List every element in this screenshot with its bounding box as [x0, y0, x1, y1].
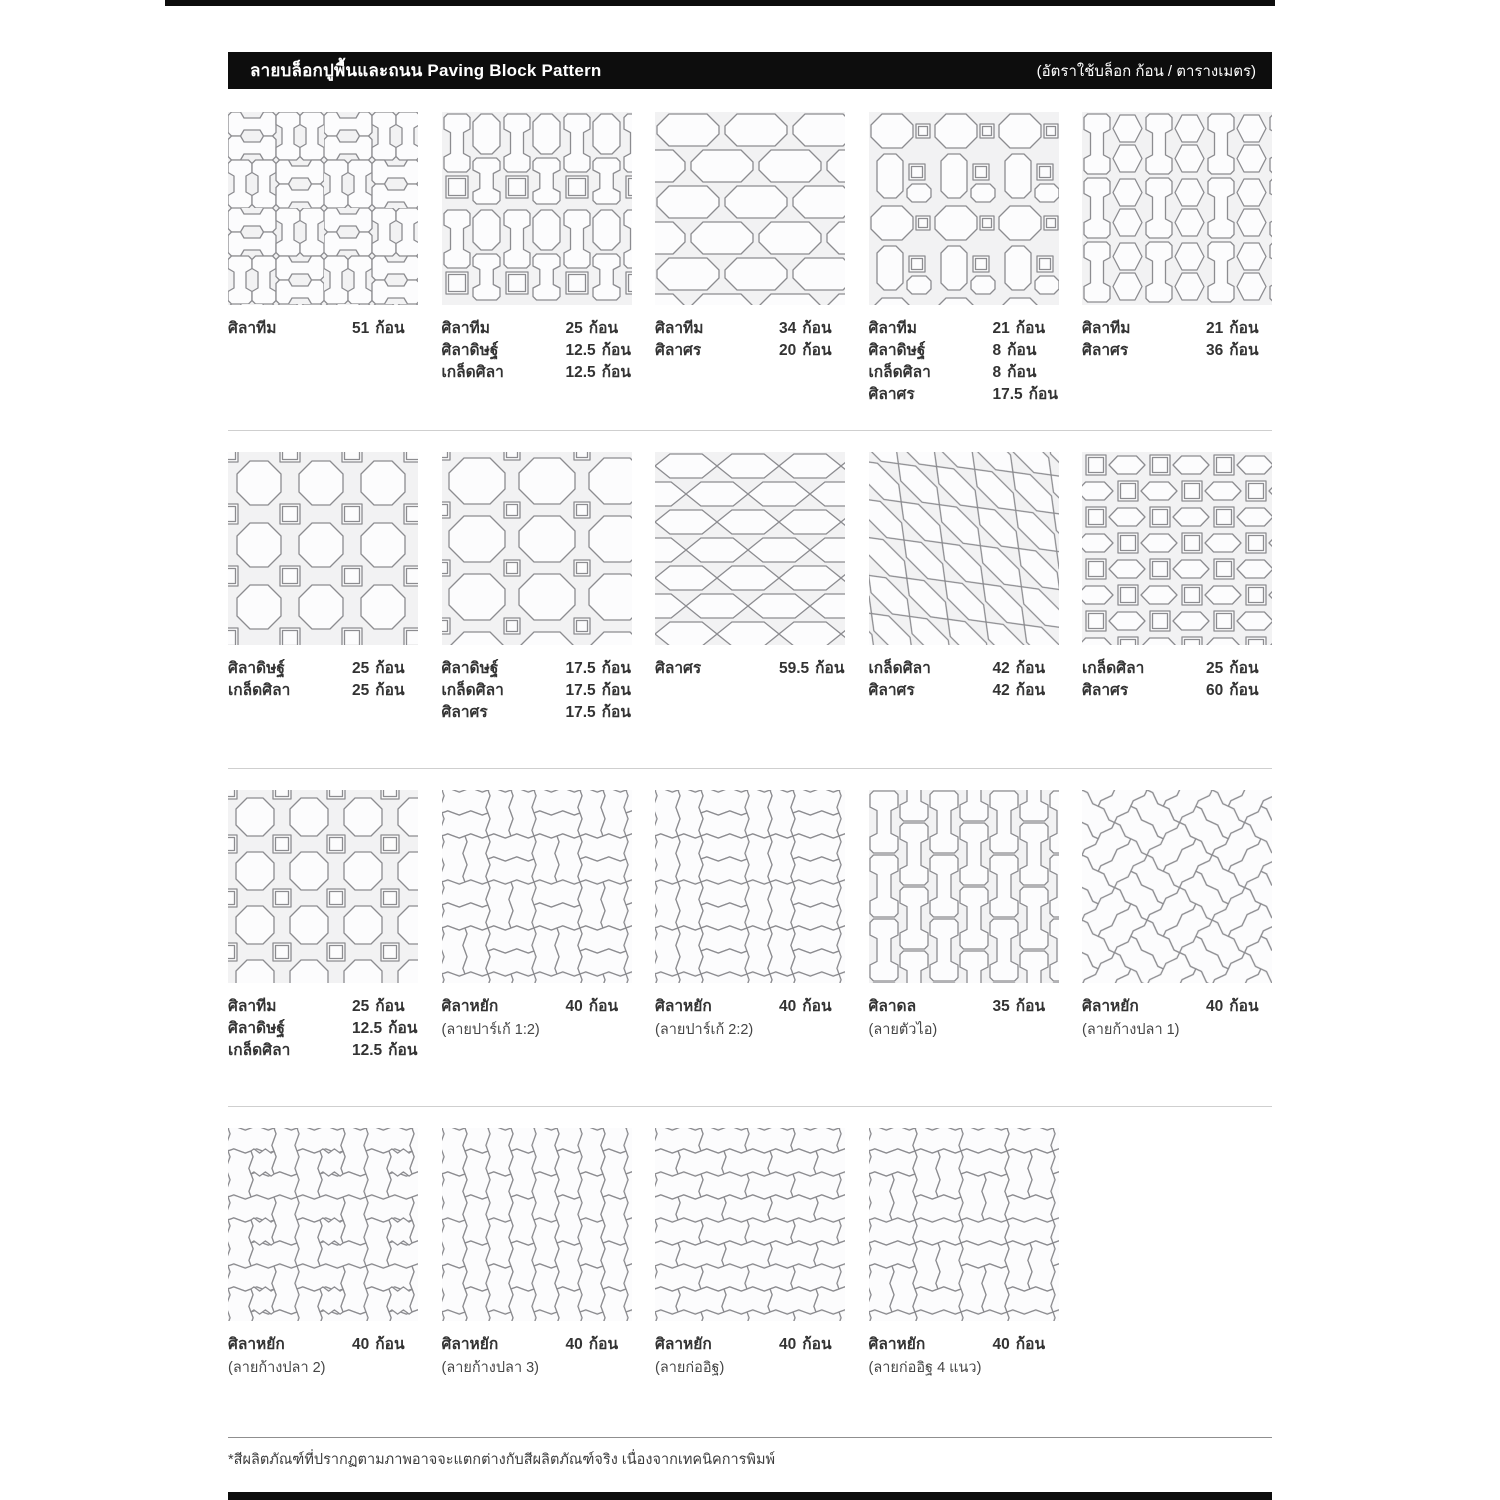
qty-value: 36 [1206, 342, 1224, 359]
qty-unit: ก้อน [815, 660, 845, 677]
qty-unit: ก้อน [1229, 998, 1259, 1015]
qty-unit: ก้อน [388, 1020, 418, 1037]
block-name: ศิลาศร [655, 342, 702, 359]
block-name: เกล็ดศิลา [441, 682, 504, 699]
block-name: ศิลาหยัก [441, 1336, 499, 1353]
catalog-item [655, 452, 845, 724]
pattern-art-i-block-columns [869, 790, 1059, 983]
block-usage-row [655, 340, 845, 362]
pattern-row [228, 452, 1278, 724]
qty-value: 34 [779, 320, 797, 337]
qty-value: 8 [992, 342, 1002, 359]
block-qty [1206, 680, 1259, 702]
block-usage-row [869, 680, 1059, 702]
block-name: ศิลาหยัก [655, 1336, 712, 1353]
catalog-item [442, 112, 632, 406]
block-name: ศิลาดล [868, 998, 917, 1015]
qty-value: 40 [565, 1336, 583, 1353]
catalog-item [869, 452, 1059, 724]
block-qty [566, 1334, 619, 1356]
qty-value: 40 [352, 1336, 370, 1353]
pattern-art-octagon-square-wide [442, 452, 632, 645]
block-qty [993, 318, 1046, 340]
block-qty [352, 318, 405, 340]
item-label [655, 996, 845, 1040]
qty-unit: ก้อน [1015, 320, 1046, 337]
block-name: เกล็ดศิลา [868, 660, 931, 677]
qty-unit: ก้อน [375, 320, 405, 337]
qty-unit: ก้อน [1015, 682, 1046, 699]
pattern-subtitle: (ลายปาร์เก้ 1:2) [441, 1022, 540, 1038]
block-name: ศิลาศร [868, 386, 915, 403]
pattern-art-octagon-rows [655, 112, 845, 305]
block-usage-row [869, 384, 1059, 406]
block-name: ศิลาหยัก [868, 1336, 926, 1353]
item-label [1082, 318, 1272, 362]
qty-unit: ก้อน [1229, 342, 1259, 359]
block-usage-row [442, 340, 632, 362]
item-label [869, 658, 1059, 702]
block-qty [566, 996, 619, 1018]
qty-value: 21 [1206, 320, 1224, 337]
block-usage-row [1082, 658, 1272, 680]
block-qty [1206, 996, 1259, 1018]
block-qty [993, 340, 1037, 362]
qty-value: 40 [565, 998, 583, 1015]
block-qty [993, 1334, 1046, 1356]
block-usage-row [869, 996, 1059, 1018]
block-name: ศิลาหยัก [1082, 998, 1139, 1015]
block-name: ศิลาดิษฐ์ [868, 342, 926, 359]
pattern-art-hexagon-elongated [655, 452, 845, 645]
block-usage-row [228, 318, 418, 340]
catalog-item [1082, 112, 1272, 406]
block-qty [779, 318, 832, 340]
block-name: ศิลาทีม [655, 320, 704, 337]
pattern-art-octagon-square [228, 452, 418, 645]
qty-unit: ก้อน [1007, 342, 1037, 359]
item-label [869, 318, 1059, 406]
qty-value: 60 [1206, 682, 1224, 699]
block-usage-row [442, 318, 632, 340]
qty-unit: ก้อน [1229, 660, 1259, 677]
header-bar [228, 52, 1272, 89]
block-usage-row [869, 362, 1059, 384]
pattern-art-wavy-parquet-22 [655, 790, 845, 983]
block-qty [1206, 340, 1259, 362]
qty-value: 40 [1206, 998, 1224, 1015]
block-usage-row [442, 1334, 632, 1356]
block-qty [566, 658, 631, 680]
pattern-art-wavy-herringbone-1 [1082, 790, 1272, 983]
item-label [228, 658, 418, 702]
block-usage-row [228, 1040, 418, 1062]
qty-value: 25 [352, 682, 370, 699]
catalog-item [228, 452, 418, 724]
catalog-item [655, 112, 845, 406]
block-qty [566, 340, 631, 362]
pattern-subtitle: (ลายปาร์เก้ 2:2) [655, 1022, 754, 1038]
qty-unit: ก้อน [802, 342, 832, 359]
qty-unit: ก้อน [588, 998, 619, 1015]
catalog-item [1082, 452, 1272, 724]
block-name: ศิลาทีม [441, 320, 490, 337]
section-divider [228, 768, 1272, 769]
block-name: เกล็ดศิลา [868, 364, 931, 381]
block-usage-row [1082, 680, 1272, 702]
block-usage-row [869, 340, 1059, 362]
item-label [442, 1334, 632, 1378]
catalog-item [442, 1128, 632, 1378]
block-usage-row [1082, 318, 1272, 340]
block-usage-row [228, 658, 418, 680]
block-qty [352, 1334, 405, 1356]
block-qty [1206, 658, 1259, 680]
qty-unit: ก้อน [1015, 1336, 1046, 1353]
catalog-item [869, 790, 1059, 1062]
catalog-item [442, 452, 632, 724]
block-qty [352, 680, 405, 702]
qty-value: 40 [992, 1336, 1010, 1353]
qty-value: 25 [565, 320, 583, 337]
item-label [1082, 996, 1272, 1040]
qty-value: 17.5 [565, 704, 596, 721]
catalog-item [228, 790, 418, 1062]
qty-value: 12.5 [565, 364, 596, 381]
block-qty [779, 996, 832, 1018]
qty-unit: ก้อน [802, 320, 832, 337]
qty-value: 42 [992, 682, 1010, 699]
qty-unit: ก้อน [601, 660, 631, 677]
item-label [1082, 658, 1272, 702]
block-name: เกล็ดศิลา [228, 1042, 291, 1059]
block-name: ศิลาทีม [868, 320, 917, 337]
block-name: ศิลาศร [868, 682, 915, 699]
qty-value: 59.5 [779, 660, 810, 677]
qty-value: 21 [992, 320, 1010, 337]
block-name: ศิลาศร [441, 704, 488, 721]
item-label [655, 658, 845, 680]
qty-value: 20 [779, 342, 797, 359]
pattern-subtitle: (ลายก่ออิฐ 4 แนว) [868, 1360, 982, 1376]
section-divider [228, 1106, 1272, 1107]
block-usage-row [869, 318, 1059, 340]
qty-value: 8 [992, 364, 1002, 381]
block-usage-row [869, 1334, 1059, 1356]
qty-unit: ก้อน [1229, 682, 1259, 699]
pattern-row [228, 790, 1278, 1062]
block-usage-row [442, 658, 632, 680]
block-qty [352, 658, 405, 680]
block-name: ศิลาหยัก [655, 998, 712, 1015]
block-usage-row [655, 658, 845, 680]
block-name: ศิลาดิษฐ์ [441, 660, 499, 677]
block-qty [993, 996, 1046, 1018]
block-name: เกล็ดศิลา [441, 364, 504, 381]
qty-value: 17.5 [565, 660, 596, 677]
qty-unit: ก้อน [375, 660, 405, 677]
pattern-art-wavy-running-bond-4way [869, 1128, 1059, 1321]
item-label [442, 658, 632, 724]
block-qty [993, 384, 1058, 406]
block-usage-row [442, 702, 632, 724]
block-usage-row [655, 996, 845, 1018]
qty-unit: ก้อน [601, 682, 631, 699]
block-qty [566, 680, 631, 702]
block-name: ศิลาหยัก [441, 998, 499, 1015]
item-label [869, 1334, 1059, 1378]
pattern-subtitle: (ลายก้างปลา 3) [441, 1360, 540, 1376]
qty-value: 25 [352, 660, 370, 677]
block-usage-row [1082, 340, 1272, 362]
block-usage-row [655, 1334, 845, 1356]
block-qty [993, 680, 1046, 702]
block-name: ศิลาดิษฐ์ [228, 1020, 285, 1037]
qty-unit: ก้อน [601, 342, 631, 359]
footnote: *สีผลิตภัณฑ์ที่ปรากฏตามภาพอาจจะแตกต่างกับสีผลิตภัณฑ์จริง เนื่องจากเทคนิคการพิมพ์ [228, 1452, 776, 1468]
qty-unit: ก้อน [1015, 998, 1046, 1015]
block-qty [993, 658, 1046, 680]
item-label [228, 318, 418, 340]
catalog-item [1082, 790, 1272, 1062]
qty-value: 17.5 [565, 682, 596, 699]
qty-unit: ก้อน [588, 1336, 619, 1353]
catalog-item [869, 1128, 1059, 1378]
qty-value: 40 [779, 1336, 797, 1353]
block-name: ศิลาหยัก [228, 1336, 285, 1353]
block-qty [993, 362, 1037, 384]
block-usage-row [655, 318, 845, 340]
pattern-art-i-block-hexagon-mix [1082, 112, 1272, 305]
qty-value: 25 [352, 998, 370, 1015]
catalog-item [655, 790, 845, 1062]
block-usage-row [869, 658, 1059, 680]
block-usage-row [228, 996, 418, 1018]
pattern-art-square-hexagon [1082, 452, 1272, 645]
qty-value: 42 [992, 660, 1010, 677]
qty-value: 35 [992, 998, 1010, 1015]
pattern-art-hexagon-diagonal [869, 452, 1059, 645]
qty-value: 51 [352, 320, 370, 337]
pattern-art-wavy-herringbone-3 [442, 1128, 632, 1321]
block-name: ศิลาทีม [1082, 320, 1131, 337]
block-name: ศิลาทีม [228, 320, 277, 337]
qty-unit: ก้อน [802, 1336, 832, 1353]
block-qty [779, 340, 832, 362]
pattern-subtitle: (ลายตัวไอ) [868, 1022, 938, 1038]
block-name: เกล็ดศิลา [1082, 660, 1145, 677]
qty-value: 25 [1206, 660, 1224, 677]
pattern-subtitle: (ลายก่ออิฐ) [655, 1360, 725, 1376]
item-label [228, 996, 418, 1062]
qty-unit: ก้อน [375, 1336, 405, 1353]
pattern-art-i-block-square-mix [442, 112, 632, 305]
qty-value: 12.5 [352, 1020, 383, 1037]
item-label [869, 996, 1059, 1040]
item-label [442, 318, 632, 384]
item-label [228, 1334, 418, 1378]
qty-value: 17.5 [992, 386, 1023, 403]
block-qty [779, 658, 844, 680]
block-usage-row [1082, 996, 1272, 1018]
block-usage-row [228, 680, 418, 702]
pattern-subtitle: (ลายก้างปลา 1) [1082, 1022, 1180, 1038]
qty-unit: ก้อน [388, 1042, 418, 1059]
top-page-edge [165, 0, 1275, 6]
pattern-art-octagon-square-small [228, 790, 418, 983]
catalog-item [228, 112, 418, 406]
qty-unit: ก้อน [802, 998, 832, 1015]
qty-value: 40 [779, 998, 797, 1015]
block-qty [566, 362, 631, 384]
block-qty [352, 1018, 417, 1040]
page-title: ลายบล็อกปูพื้นและถนน Paving Block Pattern [250, 61, 602, 80]
rate-unit-note: (อัตราใช้บล็อก ก้อน / ตารางเมตร) [1036, 62, 1256, 80]
pattern-art-octagon-square-capsule-mix [869, 112, 1059, 305]
section-divider [228, 430, 1272, 431]
block-name: ศิลาทีม [228, 998, 277, 1015]
block-usage-row [442, 362, 632, 384]
block-usage-row [228, 1018, 418, 1040]
catalog-item [869, 112, 1059, 406]
catalog-item [442, 790, 632, 1062]
qty-unit: ก้อน [601, 704, 631, 721]
block-qty [352, 1040, 417, 1062]
bottom-page-edge [228, 1492, 1272, 1500]
qty-unit: ก้อน [1229, 320, 1259, 337]
catalog-item [228, 1128, 418, 1378]
qty-unit: ก้อน [1028, 386, 1058, 403]
block-usage-row [442, 680, 632, 702]
block-name: ศิลาศร [1082, 682, 1129, 699]
block-qty [779, 1334, 832, 1356]
block-name: ศิลาดิษฐ์ [228, 660, 285, 677]
item-label [442, 996, 632, 1040]
footer [228, 1437, 1272, 1471]
pattern-row [228, 112, 1278, 406]
qty-value: 12.5 [352, 1042, 383, 1059]
qty-unit: ก้อน [375, 682, 405, 699]
block-usage-row [442, 996, 632, 1018]
block-qty [1206, 318, 1259, 340]
pattern-art-wavy-running-bond [655, 1128, 845, 1321]
qty-unit: ก้อน [375, 998, 405, 1015]
block-qty [566, 318, 619, 340]
pattern-art-wavy-herringbone-2 [228, 1128, 418, 1321]
block-name: ศิลาศร [655, 660, 702, 677]
item-label [655, 318, 845, 362]
pattern-row [228, 1128, 1278, 1378]
qty-unit: ก้อน [601, 364, 631, 381]
pattern-subtitle: (ลายก้างปลา 2) [228, 1360, 326, 1376]
block-name: เกล็ดศิลา [228, 682, 291, 699]
block-usage-row [228, 1334, 418, 1356]
catalog-item [655, 1128, 845, 1378]
qty-value: 12.5 [565, 342, 596, 359]
qty-unit: ก้อน [1015, 660, 1046, 677]
item-label [655, 1334, 845, 1378]
qty-unit: ก้อน [1007, 364, 1037, 381]
block-qty [566, 702, 631, 724]
pattern-art-wavy-parquet-12 [442, 790, 632, 983]
qty-unit: ก้อน [588, 320, 619, 337]
block-name: ศิลาดิษฐ์ [441, 342, 499, 359]
block-name: ศิลาศร [1082, 342, 1129, 359]
pattern-art-i-block-basketweave [228, 112, 418, 305]
block-qty [352, 996, 405, 1018]
